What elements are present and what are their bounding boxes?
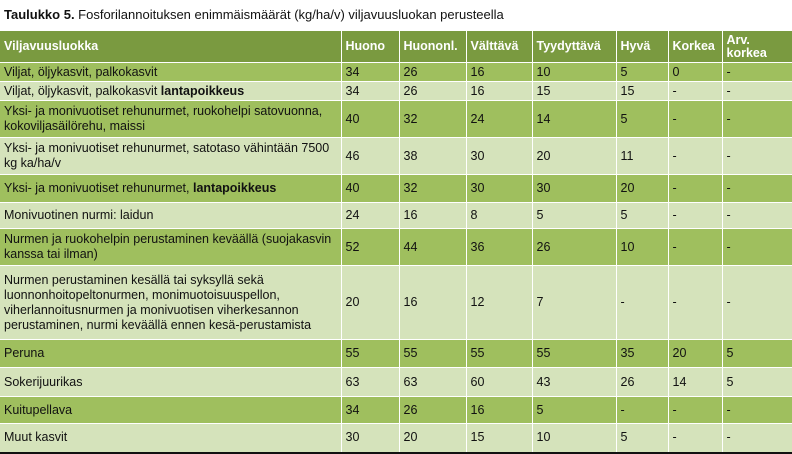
value-cell: - (722, 175, 792, 203)
crop-name: Yksi- ja monivuotiset rehunurmet, satotaso vähintään 7500 kg ka/ha/v (4, 141, 330, 170)
value-cell: 40 (341, 175, 399, 203)
value-cell: - (668, 229, 722, 266)
value-cell: 10 (532, 424, 616, 453)
table-row (0, 82, 792, 101)
value-cell: 30 (341, 424, 399, 453)
value-cell: - (722, 266, 792, 340)
value-cell: 44 (399, 229, 466, 266)
value-cell: 15 (532, 82, 616, 101)
value-cell: 46 (341, 138, 399, 175)
value-cell: 40 (341, 101, 399, 138)
value-cell: 32 (399, 175, 466, 203)
value-cell: 26 (399, 397, 466, 424)
crop-cell (0, 397, 341, 424)
phosphorus-table (0, 31, 792, 454)
crop-exception: lantapoikkeus (160, 83, 245, 98)
value-cell: 5 (616, 424, 668, 453)
value-cell: - (668, 424, 722, 453)
crop-name: Nurmen perustaminen kesällä tai syksyllä sekä luonnonhoitopeltonurmen, monimuotoisuuspellon, viherlannoitusnurmen ja monivuotisen viherkesannon perustaminen, nurmi keväällä ennen kesä-perustamista (4, 272, 312, 332)
crop-name: Monivuotinen nurmi: laidun (4, 208, 154, 222)
crop-cell (0, 138, 341, 175)
value-cell: 20 (399, 424, 466, 453)
value-cell: 55 (466, 340, 532, 368)
crop-cell (0, 82, 341, 101)
value-cell: - (722, 101, 792, 138)
table-row (0, 203, 792, 229)
value-cell: 5 (616, 63, 668, 82)
value-cell: 35 (616, 340, 668, 368)
header-arv-korkea: Arv. korkea (722, 31, 792, 63)
value-cell: - (668, 266, 722, 340)
value-cell: - (616, 397, 668, 424)
crop-exception: lantapoikkeus (192, 181, 277, 195)
crop-cell (0, 101, 341, 138)
crop-cell (0, 229, 341, 266)
value-cell: - (668, 82, 722, 101)
value-cell: 16 (399, 266, 466, 340)
caption-text: Fosforilannoituksen enimmäismäärät (kg/ha/v) viljavuusluokan perusteella (74, 7, 504, 22)
crop-name: Sokerijuurikas (4, 374, 83, 389)
table-row (0, 138, 792, 175)
value-cell: 12 (466, 266, 532, 340)
crop-cell (0, 175, 341, 203)
table-row (0, 368, 792, 397)
value-cell: 63 (341, 368, 399, 397)
value-cell: - (668, 138, 722, 175)
value-cell: 26 (399, 63, 466, 82)
value-cell: 34 (341, 397, 399, 424)
value-cell: 20 (616, 175, 668, 203)
value-cell: 43 (532, 368, 616, 397)
value-cell: 55 (341, 340, 399, 368)
table-body (0, 63, 792, 453)
header-korkea: Korkea (668, 31, 722, 63)
value-cell: 26 (616, 368, 668, 397)
header-huono: Huono (341, 31, 399, 63)
value-cell: 16 (399, 203, 466, 229)
value-cell: 20 (668, 340, 722, 368)
crop-cell (0, 368, 341, 397)
value-cell: 0 (668, 63, 722, 82)
value-cell: - (668, 175, 722, 203)
value-cell: - (722, 203, 792, 229)
value-cell: - (722, 82, 792, 101)
value-cell: 30 (532, 175, 616, 203)
value-cell: 5 (532, 203, 616, 229)
value-cell: 5 (722, 340, 792, 368)
table-row (0, 424, 792, 453)
value-cell: 7 (532, 266, 616, 340)
value-cell: 24 (466, 101, 532, 138)
value-cell: 8 (466, 203, 532, 229)
crop-name: Kuitupellava (4, 402, 73, 417)
value-cell: 20 (532, 138, 616, 175)
value-cell: - (722, 229, 792, 266)
value-cell: - (722, 63, 792, 82)
value-cell: 10 (616, 229, 668, 266)
crop-cell (0, 424, 341, 453)
value-cell: 26 (532, 229, 616, 266)
value-cell: 24 (341, 203, 399, 229)
value-cell: 11 (616, 138, 668, 175)
crop-cell (0, 266, 341, 340)
value-cell: - (722, 138, 792, 175)
caption-label: Taulukko 5. (4, 7, 75, 22)
value-cell: 55 (399, 340, 466, 368)
value-cell: 16 (466, 63, 532, 82)
value-cell: - (722, 424, 792, 453)
header-hyva: Hyvä (616, 31, 668, 63)
header-valttava: Välttävä (466, 31, 532, 63)
table-row (0, 175, 792, 203)
value-cell: 32 (399, 101, 466, 138)
crop-name: Peruna (4, 346, 45, 360)
header-huononl: Huononl. (399, 31, 466, 63)
table-row (0, 63, 792, 82)
value-cell: 16 (466, 397, 532, 424)
table-row (0, 397, 792, 424)
value-cell: - (668, 203, 722, 229)
value-cell: 5 (616, 101, 668, 138)
value-cell: 15 (466, 424, 532, 453)
crop-name: Viljat, öljykasvit, palkokasvit (4, 83, 161, 98)
value-cell: 34 (341, 63, 399, 82)
crop-name: Yksi- ja monivuotiset rehunurmet, (4, 181, 193, 195)
crop-cell (0, 63, 341, 82)
value-cell: 34 (341, 82, 399, 101)
value-cell: 20 (341, 266, 399, 340)
value-cell: 10 (532, 63, 616, 82)
value-cell: 30 (466, 175, 532, 203)
value-cell: 30 (466, 138, 532, 175)
value-cell: 5 (616, 203, 668, 229)
value-cell: - (616, 266, 668, 340)
value-cell: 36 (466, 229, 532, 266)
crop-name: Muut kasvit (4, 430, 68, 445)
crop-name: Nurmen ja ruokohelpin perustaminen keväällä (suojakasvin kanssa tai ilman) (4, 232, 332, 261)
header-viljavuusluokka: Viljavuusluokka (0, 31, 341, 63)
table-row (0, 101, 792, 138)
value-cell: - (722, 397, 792, 424)
crop-cell (0, 203, 341, 229)
value-cell: 14 (668, 368, 722, 397)
value-cell: 55 (532, 340, 616, 368)
value-cell: 52 (341, 229, 399, 266)
value-cell: 38 (399, 138, 466, 175)
table-row (0, 340, 792, 368)
value-cell: 60 (466, 368, 532, 397)
table-row (0, 266, 792, 340)
value-cell: 14 (532, 101, 616, 138)
value-cell: - (668, 397, 722, 424)
crop-name: Yksi- ja monivuotiset rehunurmet, ruokohelpi satovuonna, kokoviljasäilörehu, maissi (4, 104, 323, 133)
value-cell: 26 (399, 82, 466, 101)
value-cell: 15 (616, 82, 668, 101)
value-cell: - (668, 101, 722, 138)
table-caption (4, 7, 504, 22)
value-cell: 5 (532, 397, 616, 424)
header-tyydyttava: Tyydyttävä (532, 31, 616, 63)
table-row (0, 229, 792, 266)
crop-cell (0, 340, 341, 368)
value-cell: 63 (399, 368, 466, 397)
crop-name: Viljat, öljykasvit, palkokasvit (4, 64, 158, 79)
value-cell: 5 (722, 368, 792, 397)
header-row (0, 31, 792, 63)
value-cell: 16 (466, 82, 532, 101)
